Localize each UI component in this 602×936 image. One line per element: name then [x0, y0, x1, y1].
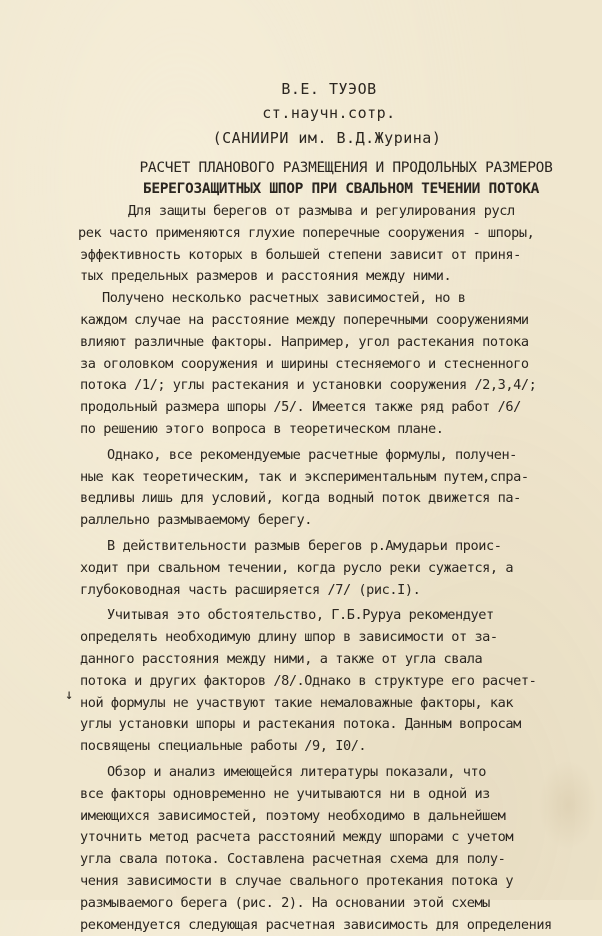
body-line: углы установки шпоры и растекания потока. Данным вопросам — [80, 714, 580, 736]
body-line: чения зависимости в случае свального протекания потока у — [80, 871, 580, 893]
body-line: Однако, все рекомендуемые расчетные формулы, получен- — [80, 445, 580, 467]
body-line: влияют различные факторы. Например, угол растекания потока — [80, 332, 580, 354]
body-line: Учитывая это обстоятельство, Г.Б.Руруа рекомендует — [80, 605, 580, 627]
body-line: потока и других факторов /8/.Однако в структуре его расчет- — [80, 671, 580, 693]
body-line: уточнить метод расчета расстояний между шпорами с учетом — [80, 827, 580, 849]
body-line: за оголовком сооружения и ширины стесняемого и стесненного — [80, 354, 580, 376]
article-body — [80, 201, 580, 936]
body-line: данного расстояния между ними, а также от угла свала — [80, 649, 580, 671]
body-line: В действительности размыв берегов р.Амударьи проис- — [80, 536, 580, 558]
body-line: продольный размера шпоры /5/. Имеется также ряд работ /6/ — [80, 397, 580, 419]
body-line: угла свала потока. Составлена расчетная схема для полу- — [80, 849, 580, 871]
article-title-line-1: РАСЧЕТ ПЛАНОВОГО РАЗМЕЩЕНИЯ И ПРОДОЛЬНЫХ РАЗМЕРОВ — [45, 160, 602, 176]
body-line: Для защиты берегов от размыва и регулирования русл — [80, 201, 580, 223]
body-line: ходит при свальном течении, когда русло реки сужается, а — [80, 558, 580, 580]
body-line: Обзор и анализ имеющейся литературы показали, что — [80, 762, 580, 784]
margin-arrow-mark: ↓ — [65, 687, 73, 703]
body-line: потока /1/; углы растекания и установки сооружения /2,3,4/; — [80, 375, 580, 397]
body-line: определять необходимую длину шпор в зависимости от за- — [80, 627, 580, 649]
body-line: эффективность которых в большей степени зависит от приня- — [80, 245, 580, 267]
body-line: каждом случае на расстояние между поперечными сооружениями — [80, 310, 580, 332]
body-line: посвящены специальные работы /9, I0/. — [80, 736, 580, 758]
author-institute: (САНИИРИ им. В.Д.Журина) — [26, 129, 602, 147]
body-line: ной формулы не участвуют такие немаловажные факторы, как — [80, 693, 580, 715]
body-line: ведливы лишь для условий, когда водный поток движется па- — [80, 488, 580, 510]
body-line: ные как теоретическим, так и экспериментальным путем,спра- — [80, 467, 580, 489]
body-line: имеющихся зависимостей, поэтому необходимо в дальнейшем — [80, 806, 580, 828]
article-title-line-2: БЕРЕГОЗАЩИТНЫХ ШПОР ПРИ СВАЛЬНОМ ТЕЧЕНИИ ПОТОКА — [40, 181, 602, 197]
body-line: Получено несколько расчетных зависимостей, но в — [80, 288, 580, 310]
body-line: раллельно размываемому берегу. — [80, 510, 580, 532]
body-line: рекомендуется следующая расчетная зависимость для определения — [80, 915, 580, 936]
author-position: ст.научн.сотр. — [28, 104, 602, 122]
body-line: все факторы одновременно не учитываются ни в одной из — [80, 784, 580, 806]
body-line: размываемого берега (рис. 2). На основании этой схемы — [80, 893, 580, 915]
paper-stain — [538, 760, 598, 850]
body-line: по решению этого вопроса в теоретическом плане. — [80, 419, 580, 441]
body-line: тых предельных размеров и расстояния между ними. — [80, 266, 580, 288]
author-name: В.Е. ТУЭОВ — [28, 80, 602, 98]
body-line: рек часто применяются глухие поперечные сооружения - шпоры, — [78, 223, 580, 245]
body-line: глубоководная часть расширяется /7/ (рис.I). — [80, 580, 580, 602]
